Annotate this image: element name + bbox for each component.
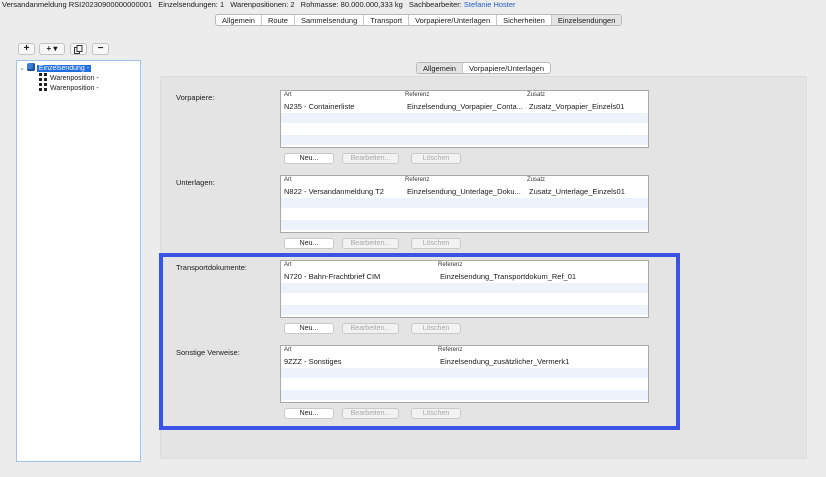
- consignment-tree: [16, 60, 141, 462]
- unterlagen-table: [280, 175, 649, 233]
- vorpapiere-new-button[interactable]: Neu...: [284, 153, 334, 164]
- vorpapiere-delete-button[interactable]: Löschen: [411, 153, 461, 164]
- vorpapiere-edit-button[interactable]: Bearbeiten...: [342, 153, 399, 164]
- column-header-art: Art: [284, 92, 292, 98]
- column-header-art: Art: [284, 347, 292, 353]
- cell-art: 9ZZZ - Sonstiges: [284, 357, 342, 366]
- transport-new-button[interactable]: Neu...: [284, 323, 334, 334]
- tree-item-label: Warenposition -: [50, 85, 99, 92]
- cell-referenz: Einzelsendung_zusätzlicher_Vermerk1: [440, 357, 570, 366]
- table-row[interactable]: [281, 187, 648, 197]
- unterlagen-new-button[interactable]: Neu...: [284, 238, 334, 249]
- subtab-vorpapiere-unterlagen[interactable]: Vorpapiere/Unterlagen: [468, 64, 544, 73]
- tab-route[interactable]: Route: [262, 15, 295, 25]
- consignment-count: Einzelsendungen: 1: [158, 0, 225, 9]
- status-header: [2, 0, 520, 10]
- consignment-icon: [27, 63, 35, 71]
- vorpapiere-label: Vorpapiere:: [176, 93, 215, 102]
- cell-referenz: Einzelsendung_Unterlage_Doku...: [407, 187, 521, 196]
- cell-art: N235 - Containerliste: [284, 102, 355, 111]
- tab-allgemein[interactable]: Allgemein: [216, 15, 262, 25]
- sub-tab-bar: [416, 62, 551, 74]
- cell-art: N720 - Bahn-Frachtbrief CIM: [284, 272, 381, 281]
- column-header-referenz: Referenz: [438, 262, 463, 268]
- table-row[interactable]: [281, 102, 648, 112]
- column-header-art: Art: [284, 262, 292, 268]
- sonstige-new-button[interactable]: Neu...: [284, 408, 334, 419]
- cell-art: N822 - Versandanmeldung T2: [284, 187, 384, 196]
- tab-transport[interactable]: Transport: [364, 15, 409, 25]
- cell-referenz: Einzelsendung_Transportdokum_Ref_01: [440, 272, 577, 281]
- tab-sammelsendung[interactable]: Sammelsendung: [295, 15, 364, 25]
- goods-item-icon: [39, 73, 47, 81]
- unterlagen-edit-button[interactable]: Bearbeiten...: [342, 238, 399, 249]
- main-tab-bar: [215, 14, 622, 26]
- tree-item-warenposition[interactable]: [39, 83, 99, 93]
- column-header-zusatz: Zusatz: [527, 92, 546, 98]
- clerk-label: Sachbearbeiter:: [408, 0, 462, 9]
- goods-item-count: Warenpositionen: 2: [230, 0, 295, 9]
- highlight-frame: [159, 253, 680, 430]
- table-row-empty: [281, 198, 648, 208]
- unterlagen-label: Unterlagen:: [176, 178, 215, 187]
- transportdokumente-label: Transportdokumente:: [176, 263, 248, 272]
- tree-item-warenposition[interactable]: [39, 73, 99, 83]
- tab-vorpapiere-unterlagen[interactable]: Vorpapiere/Unterlagen: [409, 15, 497, 25]
- sonstige-verweise-label: Sonstige Verweise:: [176, 348, 240, 357]
- table-row-empty: [281, 220, 648, 230]
- cell-referenz: Einzelsendung_Vorpapier_Conta...: [407, 102, 523, 111]
- subtab-allgemein[interactable]: Allgemein: [417, 63, 463, 73]
- transport-delete-button[interactable]: Löschen: [411, 323, 461, 334]
- column-header-referenz: Referenz: [405, 177, 430, 183]
- shipment-label: Versandanmeldung RSI20230900000000001: [2, 0, 153, 9]
- sonstige-edit-button[interactable]: Bearbeiten...: [342, 408, 399, 419]
- tab-einzelsendungen[interactable]: Einzelsendungen: [552, 15, 622, 25]
- goods-item-icon: [39, 83, 47, 91]
- cell-zusatz: Zusatz_Unterlage_Einzels01: [529, 187, 625, 196]
- add-menu-button[interactable]: + ▾: [39, 43, 65, 55]
- unterlagen-delete-button[interactable]: Löschen: [411, 238, 461, 249]
- gross-mass: Rohmasse: 80.000.000,333 kg: [300, 0, 403, 9]
- tree-root-label[interactable]: Einzelsendung -: [38, 65, 90, 72]
- copy-button[interactable]: [70, 43, 87, 55]
- column-header-art: Art: [284, 177, 292, 183]
- transport-edit-button[interactable]: Bearbeiten...: [342, 323, 399, 334]
- column-header-zusatz: Zusatz: [527, 177, 546, 183]
- vorpapiere-table: [280, 90, 649, 148]
- table-row-empty: [281, 113, 648, 123]
- tab-sicherheiten[interactable]: Sicherheiten: [497, 15, 552, 25]
- table-row-empty: [281, 135, 648, 145]
- tree-item-label: Warenposition -: [50, 75, 99, 82]
- clerk-name-link[interactable]: Stefanie Hoster: [463, 0, 516, 9]
- add-button[interactable]: +: [18, 43, 35, 55]
- tree-root-row[interactable]: [19, 63, 91, 73]
- collapse-chevron-icon[interactable]: ⌄: [19, 65, 25, 72]
- copy-icon: [74, 45, 83, 54]
- sonstige-delete-button[interactable]: Löschen: [411, 408, 461, 419]
- column-header-referenz: Referenz: [405, 92, 430, 98]
- remove-button[interactable]: −: [92, 43, 109, 55]
- column-header-referenz: Referenz: [438, 347, 463, 353]
- cell-zusatz: Zusatz_Vorpapier_Einzels01: [529, 102, 625, 111]
